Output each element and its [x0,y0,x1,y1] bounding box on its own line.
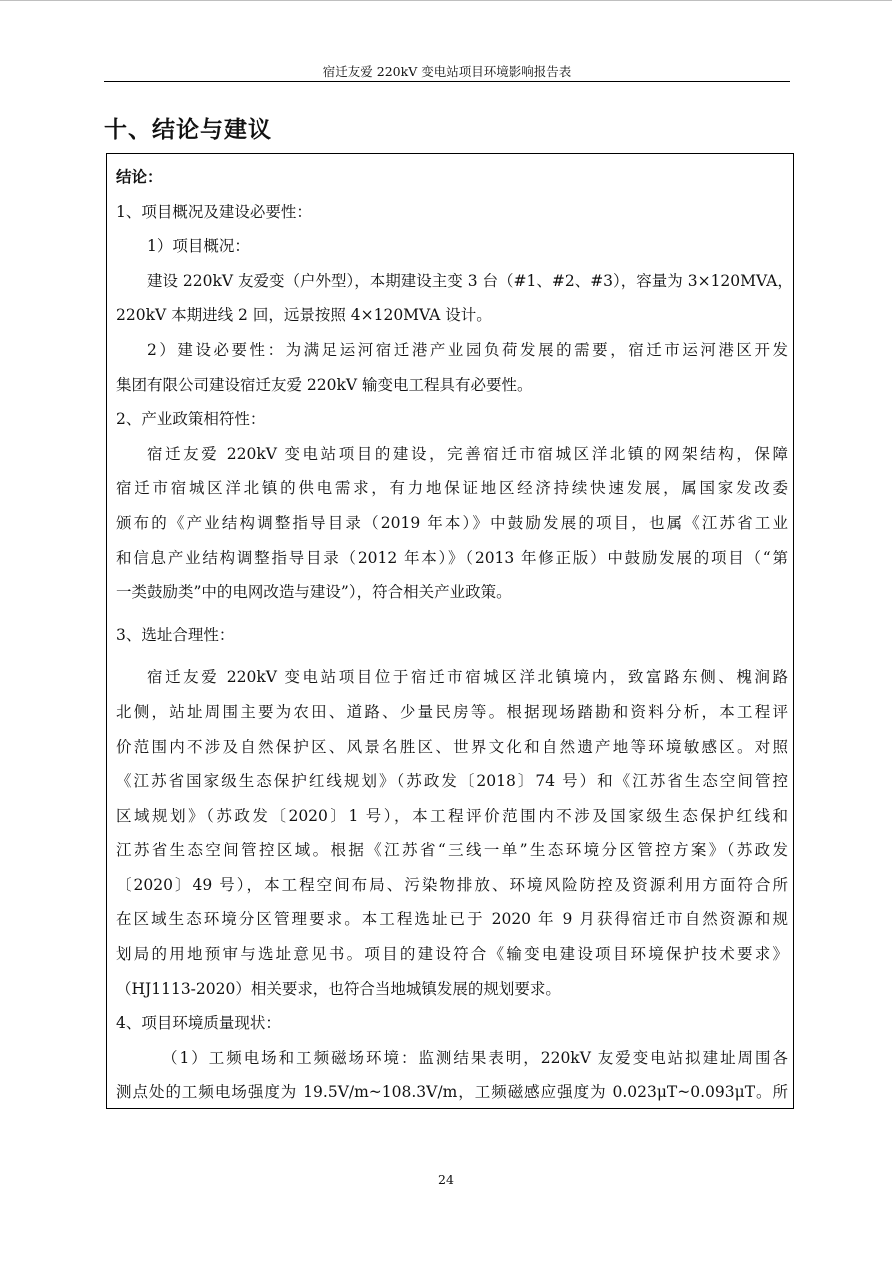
para-3-line: 颁布的《产业结构调整指导目录（2019 年本）》中鼓励发展的项目，也属《江苏省工业 [116,513,788,532]
para-4-line: （HJ1113-2020）相关要求，也符合当地城镇发展的规划要求。 [116,979,561,998]
para-4-line: 〔2020〕49 号），本工程空间布局、污染物排放、环境风险防控及资源利用方面符合所 [116,875,788,894]
conclusion-content [116,160,793,1109]
para-4-line: 北侧，站址周围主要为农田、道路、少量民房等。根据现场踏勘和资料分析，本工程评 [116,702,788,721]
conclusion-box [106,153,794,1109]
para-1-line: 建设 220kV 友爱变（户外型），本期建设主变 3 台（#1、#2、#3），容量为 3×120MVA， [147,271,793,290]
para-4-line: 《江苏省国家级生态保护红线规划》（苏政发〔2018〕74 号）和《江苏省生态空间管控 [116,772,788,791]
running-header: 宿迁友爱 220kV 变电站项目环境影响报告表 [322,64,572,79]
para-4-line: 划局的用地预审与选址意见书。项目的建设符合《输变电建设项目环境保护技术要求》 [116,945,788,964]
section-title: 十、结论与建议 [104,117,272,143]
para-2-line: 2）建设必要性：为满足运河宿迁港产业园负荷发展的需要，宿迁市运河港区开发 [147,340,788,359]
para-4-line: 江苏省生态空间管控区域。根据《江苏省“三线一单”生态环境分区管控方案》（苏政发 [116,841,788,860]
heading-3: 3、选址合理性： [116,625,235,644]
para-5-line: （1）工频电场和工频磁场环境：监测结果表明，220kV 友爱变电站拟建址周围各 [162,1048,788,1067]
para-2-line: 集团有限公司建设宿迁友爱 220kV 输变电工程具有必要性。 [116,375,533,394]
para-4-line: 宿迁友爱 220kV 变电站项目位于宿迁市宿城区洋北镇境内，致富路东侧、槐涧路 [147,668,788,687]
para-3-line: 宿迁市宿城区洋北镇的供电需求，有力地保证地区经济持续快速发展，属国家发改委 [116,479,788,498]
para-3-line: 一类鼓励类”中的电网改造与建设”），符合相关产业政策。 [116,583,512,602]
para-4-line: 区域规划》（苏政发〔2020〕1 号），本工程评价范围内不涉及国家级生态保护红线和 [116,806,788,825]
para-3-line: 宿迁友爱 220kV 变电站项目的建设，完善宿迁市宿城区洋北镇的网架结构，保障 [147,444,788,463]
heading-2: 2、产业政策相符性： [116,410,266,429]
para-4-line: 价范围内不涉及自然保护区、风景名胜区、世界文化和自然遗产地等环境敏感区。对照 [116,737,788,756]
heading-1: 1、项目概况及建设必要性： [116,202,312,221]
para-3-line: 和信息产业结构调整指导目录（2012 年本）》（2013 年修正版）中鼓励发展的项目（“第 [116,548,788,567]
conclusion-label: 结论： [116,168,163,186]
heading-4: 4、项目环境质量现状： [116,1014,281,1033]
header-rule [104,81,790,82]
subheading-1: 1）项目概况： [147,237,250,256]
page-top-border [0,0,892,1]
page-number: 24 [438,1172,454,1187]
para-5-line: 测点处的工频电场强度为 19.5V/m~108.3V/m，工频磁感应强度为 0.023μT~0.093μT。所 [116,1083,788,1102]
para-4-line: 在区域生态环境分区管理要求。本工程选址已于 2020 年 9 月获得宿迁市自然资源和规 [116,910,788,929]
para-1-line: 220kV 本期进线 2 回，远景按照 4×120MVA 设计。 [116,306,492,325]
